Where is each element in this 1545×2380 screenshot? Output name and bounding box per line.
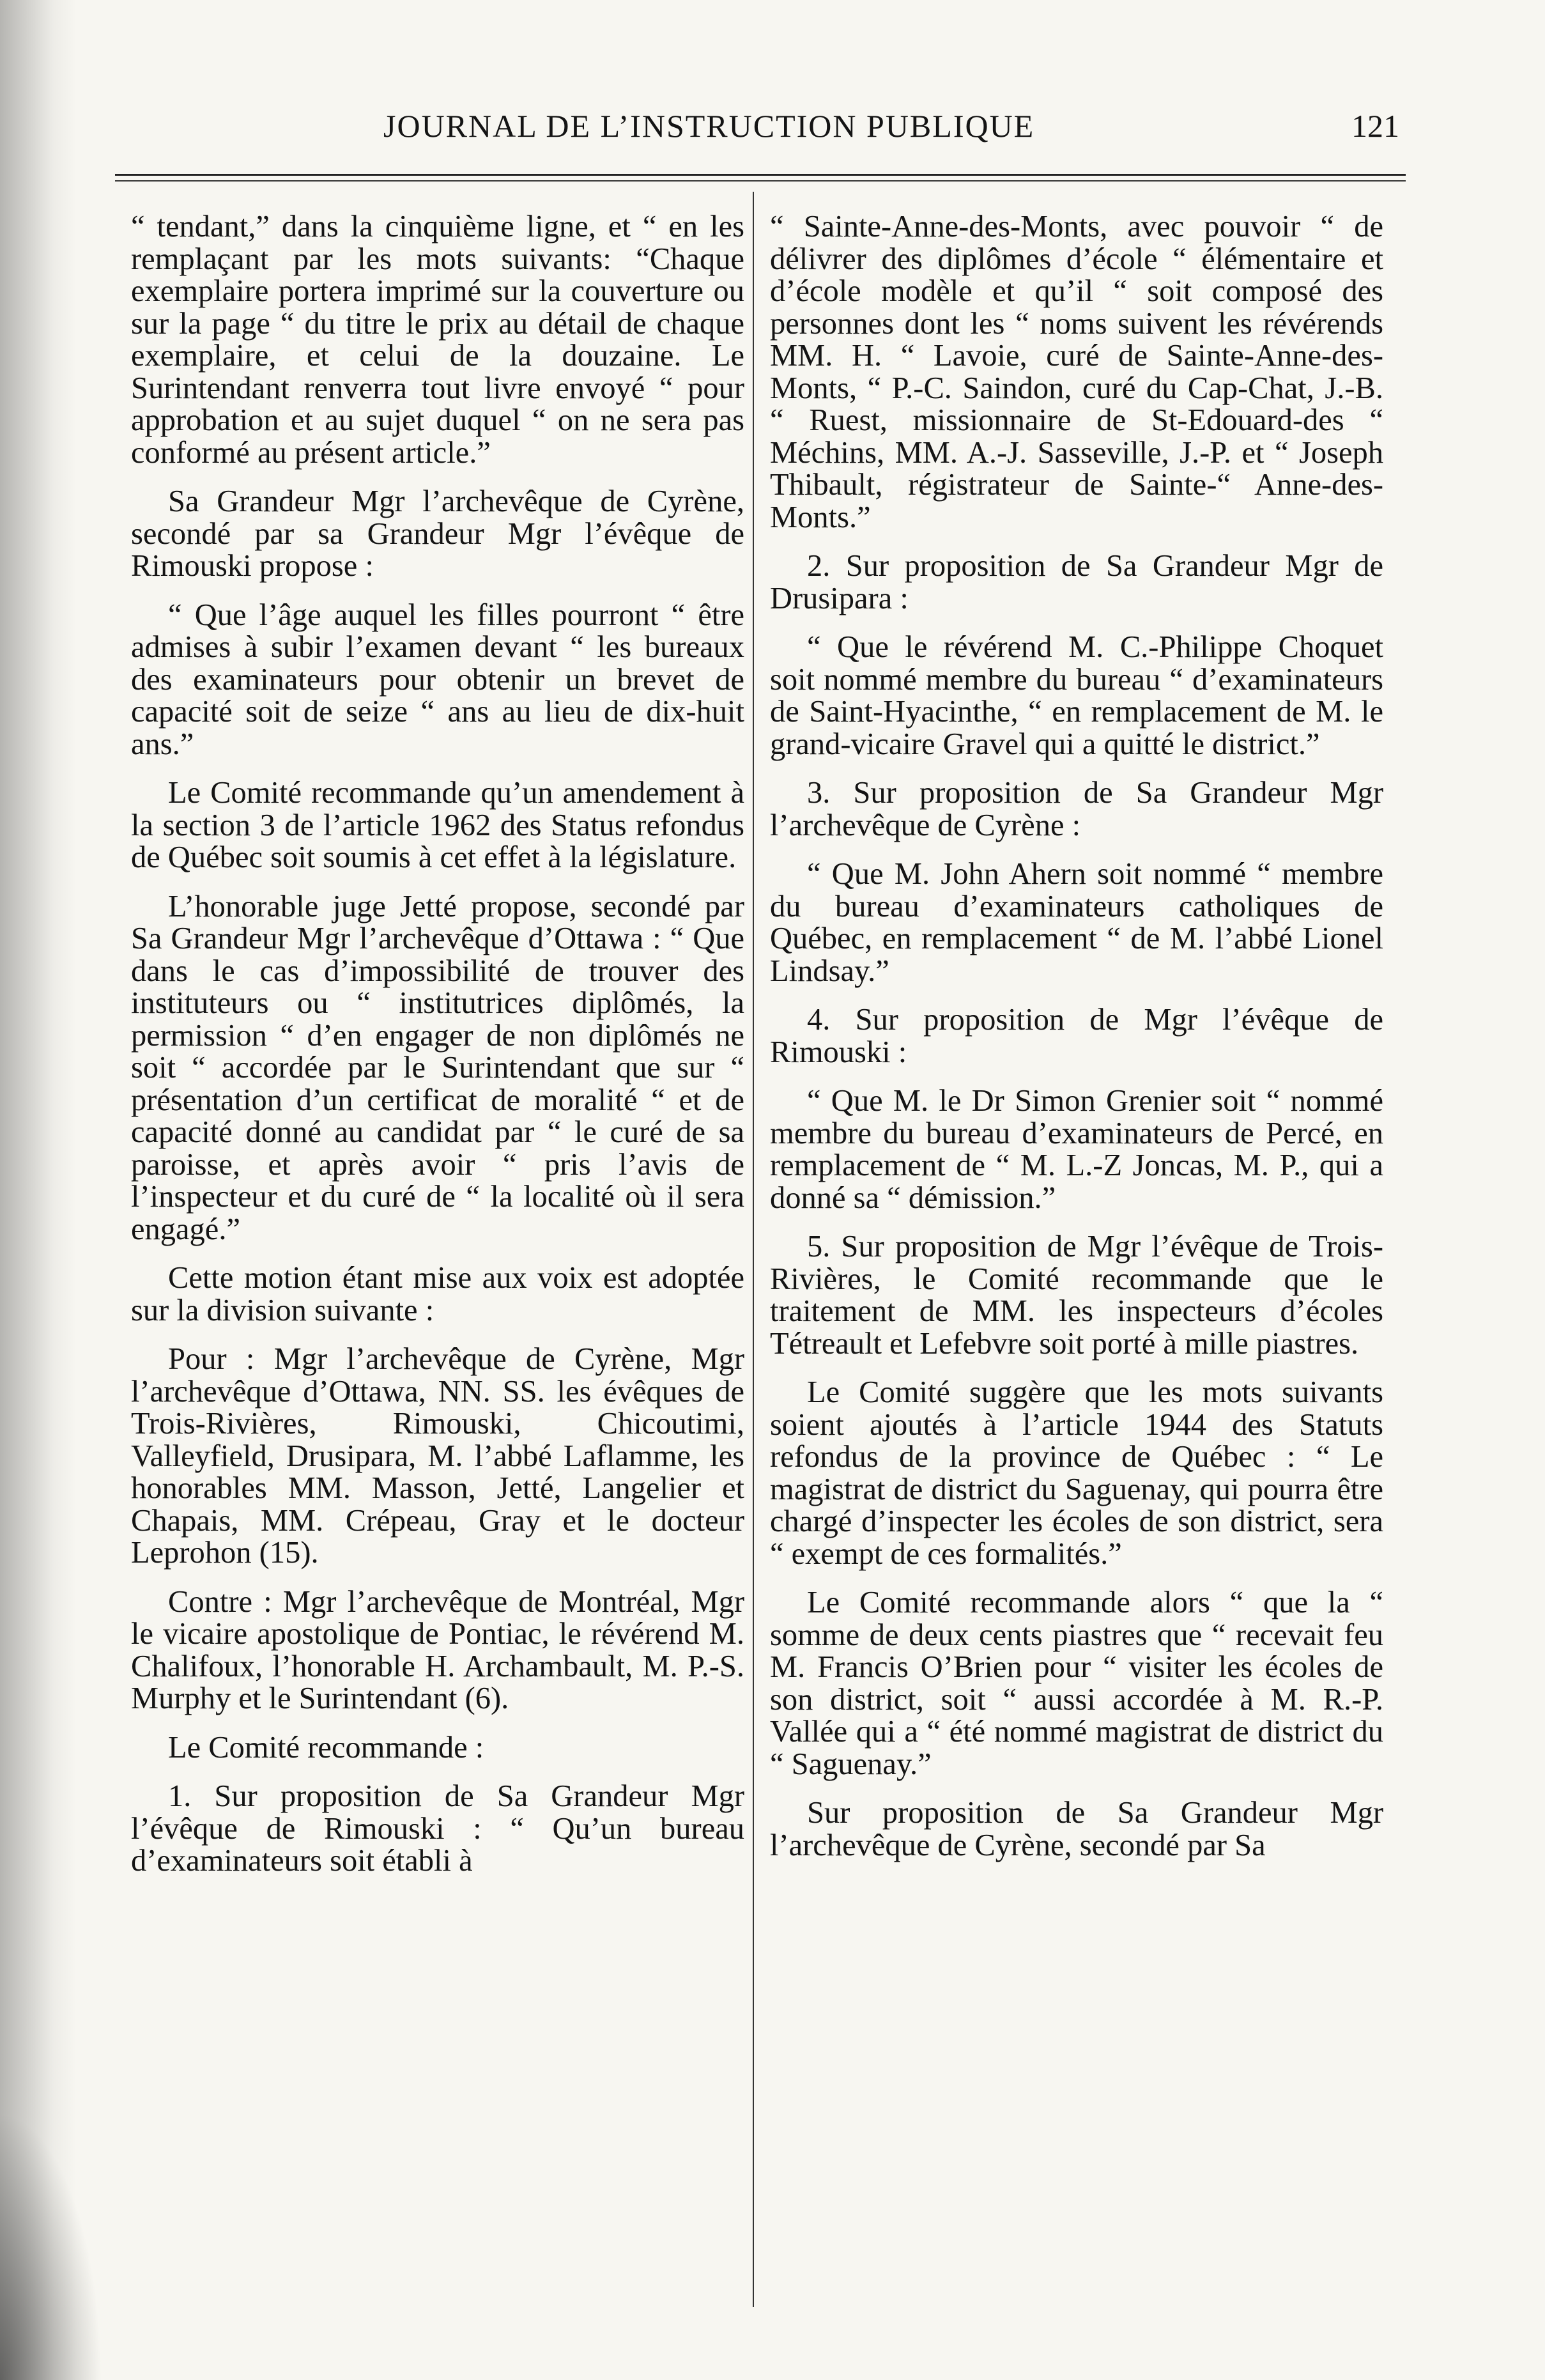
- paragraph: Cette motion étant mise aux voix est adoptée sur la division suivante :: [131, 1261, 744, 1327]
- quoted-motion: “ Que M. John Ahern soit nommé “ membre du bureau d’examinateurs catholiques de Québec, en remplacement “ de M. l’abbé Lionel Lindsay.”: [770, 857, 1383, 988]
- paragraph: “ Sainte-Anne-des-Monts, avec pouvoir “ de délivrer des diplômes d’école “ élémentaire et d’école modèle et qu’il “ soit composé des personnes dont les “ noms suivent les révérends MM. H. “ Lavoie, curé de Sainte-Anne-des-Monts, “ P.-C. Saindon, curé du Cap-Chat, J.-B. “ Ruest, missionnaire de St-Edouard-des “ Méchins, MM. A.-J. Sasseville, J.-P. et “ Joseph Thibault, régistrateur de Sainte-“ Anne-des-Monts.”: [770, 211, 1383, 534]
- paragraph: 3. Sur proposition de Sa Grandeur Mgr l’archevêque de Cyrène :: [770, 776, 1383, 842]
- scan-edge-shadow: [0, 0, 77, 2380]
- paragraph: 5. Sur proposition de Mgr l’évêque de Trois-Rivières, le Comité recommande que le traitement de MM. les inspecteurs d’écoles Tétreault et Lefebvre soit porté à mille piastres.: [770, 1230, 1383, 1361]
- page-number: 121: [1351, 108, 1399, 144]
- left-column: [131, 211, 744, 2301]
- paragraph: “ tendant,” dans la cinquième ligne, et “ en les remplaçant par les mots suivants: “Chaque exemplaire portera imprimé sur la couverture ou sur la page “ du titre le prix au détail de chaque exemplaire, et celui de la douzaine. Le Surintendant renverra tout livre envoyé “ pour approbation et au sujet duquel “ on ne sera pas conformé au présent article.”: [131, 211, 744, 470]
- right-column: [770, 211, 1383, 2301]
- quoted-motion: “ Que M. le Dr Simon Grenier soit “ nommé membre du bureau d’examinateurs de Percé, en remplacement de “ M. L.-Z Joncas, M. P., qui a donné sa “ démission.”: [770, 1084, 1383, 1215]
- paragraph: 4. Sur proposition de Mgr l’évêque de Rimouski :: [770, 1003, 1383, 1069]
- quoted-motion: “ Que le révérend M. C.-Philippe Choquet soit nommé membre du bureau “ d’examinateurs de Saint-Hyacinthe, “ en remplacement de M. le grand-vicaire Gravel qui a quitté le district.”: [770, 630, 1383, 761]
- quoted-motion: “ Que l’âge auquel les filles pourront “ être admises à subir l’examen devant “ les bureaux des examinateurs pour obtenir un brevet de capacité soit de seize “ ans au lieu de dix-huit ans.”: [131, 598, 744, 761]
- paragraph: Le Comité recommande qu’un amendement à la section 3 de l’article 1962 des Status refondus de Québec soit soumis à cet effet à la législature.: [131, 776, 744, 874]
- paragraph: Le Comité suggère que les mots suivants soient ajoutés à l’article 1944 des Statuts refondus de la province de Québec : “ Le magistrat de district du Saguenay, qui pourra être chargé d’inspecter les écoles de son district, sera “ exempt de ces formalités.”: [770, 1375, 1383, 1571]
- paragraph: Sur proposition de Sa Grandeur Mgr l’archevêque de Cyrène, secondé par Sa: [770, 1796, 1383, 1862]
- header-rule: [115, 174, 1406, 176]
- scan-corner-shadow: [0, 2112, 102, 2380]
- vote-against: Contre : Mgr l’archevêque de Montréal, Mgr le vicaire apostolique de Pontiac, le révérend M. Chalifoux, l’honorable H. Archambault, M. P.-S. Murphy et le Surintendant (6).: [131, 1584, 744, 1715]
- paragraph: Le Comité recommande alors “ que la “ somme de deux cents piastres que “ recevait feu M. Francis O’Brien pour “ visiter les écoles de son district, soit “ aussi accordée à M. R.-P. Vallée qui a “ été nommé magistrat de district du “ Saguenay.”: [770, 1586, 1383, 1781]
- paragraph: 1. Sur proposition de Sa Grandeur Mgr l’évêque de Rimouski : “ Qu’un bureau d’examinateurs soit établi à: [131, 1779, 744, 1878]
- paragraph: Sa Grandeur Mgr l’archevêque de Cyrène, secondé par sa Grandeur Mgr l’évêque de Rimouski propose :: [131, 484, 744, 583]
- vote-for: Pour : Mgr l’archevêque de Cyrène, Mgr l’archevêque d’Ottawa, NN. SS. les évêques de Trois-Rivières, Rimouski, Chicoutimi, Valleyfield, Drusipara, M. l’abbé Laflamme, les honorables MM. Masson, Jetté, Langelier et Chapais, MM. Crépeau, Gray et le docteur Leprohon (15).: [131, 1342, 744, 1570]
- header-rule-secondary: [115, 180, 1406, 182]
- page-header: [0, 96, 1545, 153]
- column-divider: [753, 192, 754, 2307]
- paragraph: L’honorable juge Jetté propose, secondé par Sa Grandeur Mgr l’archevêque d’Ottawa : “ Que dans le cas d’impossibilité de trouver des instituteurs ou “ institutrices diplômés, la permission “ d’en engager de non diplômés ne soit “ accordée par le Surintendant que sur “ présentation d’un certificat de moralité “ et de capacité donné au candidat par “ le curé de sa paroisse, et après avoir “ pris l’avis de l’inspecteur et du curé de “ la localité où il sera engagé.”: [131, 889, 744, 1246]
- paragraph: Le Comité recommande :: [168, 1730, 484, 1765]
- running-title: JOURNAL DE L’INSTRUCTION PUBLIQUE: [383, 108, 1035, 144]
- paragraph: 2. Sur proposition de Sa Grandeur Mgr de Drusipara :: [770, 549, 1383, 615]
